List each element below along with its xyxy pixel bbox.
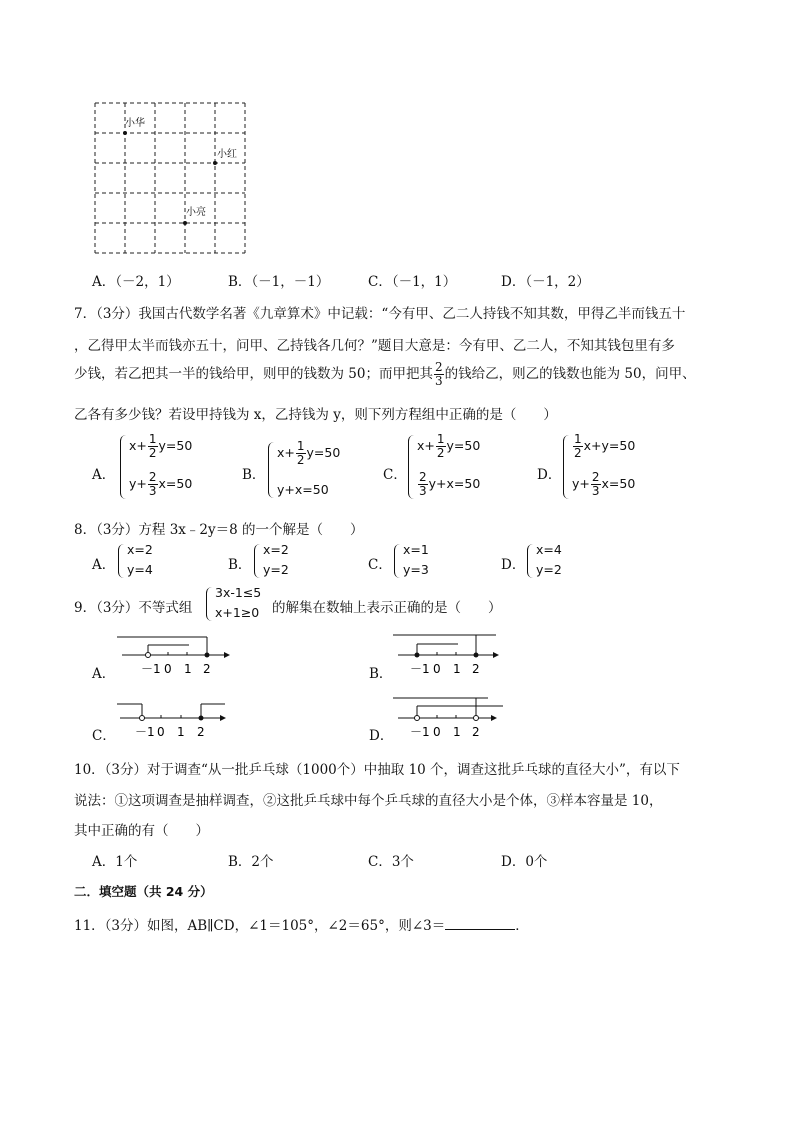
q11-text: 11．（3分）如图，AB∥CD，∠1＝105°，∠2＝65°，则∠3＝ <box>74 918 446 934</box>
svg-text:2: 2 <box>472 725 480 739</box>
q8-option-c-label[interactable]: C． <box>368 557 392 573</box>
xiaoliang-label: 小亮 <box>186 207 206 218</box>
q7-option-a-system[interactable]: x+ $\frac{1}{2}$ y=50 y+ $\frac{2}{3}$ x=50 <box>118 433 208 503</box>
svg-text:2: 2 <box>472 662 480 676</box>
q8-stem: 8．（3分）方程 3x﹣2y＝8 的一个解是（ ） <box>74 522 364 538</box>
coordinate-grid-figure <box>90 98 250 256</box>
svg-text:1: 1 <box>453 725 461 739</box>
q10-option-d[interactable]: D．0个 <box>501 854 548 870</box>
q11-answer-blank[interactable] <box>445 917 515 930</box>
q9-option-b-numberline[interactable] <box>388 628 513 678</box>
xiaohua-point <box>123 131 127 135</box>
q9-option-a-label[interactable]: A． <box>92 666 116 682</box>
q7-option-b-label[interactable]: B． <box>242 467 266 483</box>
svg-text:1: 1 <box>453 662 461 676</box>
q10-line-1: 10．（3分）对于调查“从一批乒乓球（1000个）中抽取 10 个，调查这批乒乓球的直径大小”，有以下 <box>74 762 680 778</box>
q7-line-3-a: 少钱，若乙把其一半的钱给甲，则甲的钱数为 50；而甲把其 <box>74 366 433 382</box>
svg-text:－1: －1 <box>141 662 161 676</box>
q10-option-c[interactable]: C．3个 <box>368 854 414 870</box>
q7-line-3 <box>74 361 696 388</box>
svg-text:2: 2 <box>197 725 205 739</box>
svg-text:1: 1 <box>177 725 185 739</box>
q11-period: ． <box>515 918 529 934</box>
q8-option-a-label[interactable]: A． <box>92 557 116 573</box>
q8-option-d-system[interactable]: x=4 y=2 <box>525 542 585 582</box>
q7-option-c-label[interactable]: C． <box>383 467 407 483</box>
q10-line-3: 其中正确的有（ ） <box>74 823 209 839</box>
q9-option-d-numberline[interactable] <box>388 692 513 742</box>
q7-option-c-system[interactable]: x+ $\frac{1}{2}$ y=50 $\frac{2}{3}$ y+x=50 <box>406 433 501 503</box>
section-2-title: 二．填空题（共 24 分） <box>74 884 213 899</box>
q8-option-d-label[interactable]: D． <box>501 557 526 573</box>
q7-line-3-b: 的钱给乙，则乙的钱数也能为 50，问甲、 <box>444 366 696 382</box>
q7-line-2: ，乙得甲太半而钱亦五十，问甲、乙持钱各几何？”题目大意是：今有甲、乙二人，不知其钱包里有多 <box>74 338 675 354</box>
q6-option-b[interactable]: B．（－1，－1） <box>228 274 330 290</box>
xiaohong-point <box>213 161 217 165</box>
q7-option-a-label[interactable]: A． <box>92 467 116 483</box>
svg-text:－1: －1 <box>410 725 430 739</box>
svg-text:－1: －1 <box>410 662 430 676</box>
q6-option-a[interactable]: A．（－2，1） <box>92 274 180 290</box>
q10-option-b[interactable]: B．2个 <box>228 854 274 870</box>
q7-option-b-system[interactable]: x+ $\frac{1}{2}$ y=50 y+x=50 <box>266 440 356 500</box>
q8-option-a-system[interactable]: x=2 y=4 <box>116 542 176 582</box>
q11-stem <box>74 914 529 934</box>
svg-text:0: 0 <box>164 662 172 676</box>
q7-fraction: $\frac{2}{3}$ <box>434 360 443 388</box>
svg-text:0: 0 <box>433 662 441 676</box>
xiaohong-label: 小红 <box>217 149 237 160</box>
svg-text:－1: －1 <box>135 725 155 739</box>
q9-option-c-label[interactable]: C． <box>92 728 116 744</box>
q7-option-d-label[interactable]: D． <box>537 467 562 483</box>
q9-stem-a: 9．（3分）不等式组 <box>74 600 193 616</box>
svg-text:0: 0 <box>433 725 441 739</box>
q8-option-b-label[interactable]: B． <box>228 557 252 573</box>
q10-option-a[interactable]: A．1个 <box>92 854 138 870</box>
xiaoliang-point <box>183 221 187 225</box>
svg-text:0: 0 <box>157 725 165 739</box>
q8-option-c-system[interactable]: x=1 y=3 <box>392 542 452 582</box>
q6-option-c[interactable]: C．（－1，1） <box>368 274 457 290</box>
q9-inequality-system: 3x-1≤5 x+1≥0 <box>204 585 274 625</box>
q7-line-1: 7．（3分）我国古代数学名著《九章算术》中记载：“今有甲、乙二人持钱不知其数，甲得乙半而钱五十 <box>74 306 686 322</box>
q10-line-2: 说法：①这项调查是抽样调查，②这批乒乓球中每个乒乓球的直径大小是个体，③样本容量是 10， <box>74 793 663 809</box>
q7-option-d-system[interactable]: $\frac{1}{2}$ x+y=50 y+ $\frac{2}{3}$ x=50 <box>561 433 656 503</box>
q9-option-d-label[interactable]: D． <box>369 728 394 744</box>
q9-stem-b: 的解集在数轴上表示正确的是（ ） <box>272 600 502 616</box>
q9-option-a-numberline[interactable] <box>112 628 237 678</box>
q9-option-b-label[interactable]: B． <box>369 666 393 682</box>
q8-option-b-system[interactable]: x=2 y=2 <box>252 542 312 582</box>
q7-line-4: 乙各有多少钱？若设甲持钱为 x，乙持钱为 y，则下列方程组中正确的是（ ） <box>74 407 557 423</box>
q9-option-c-numberline[interactable] <box>112 694 237 744</box>
q6-option-d[interactable]: D．（－1，2） <box>501 274 590 290</box>
xiaohua-label: 小华 <box>125 118 145 129</box>
svg-text:2: 2 <box>203 662 211 676</box>
svg-text:1: 1 <box>184 662 192 676</box>
